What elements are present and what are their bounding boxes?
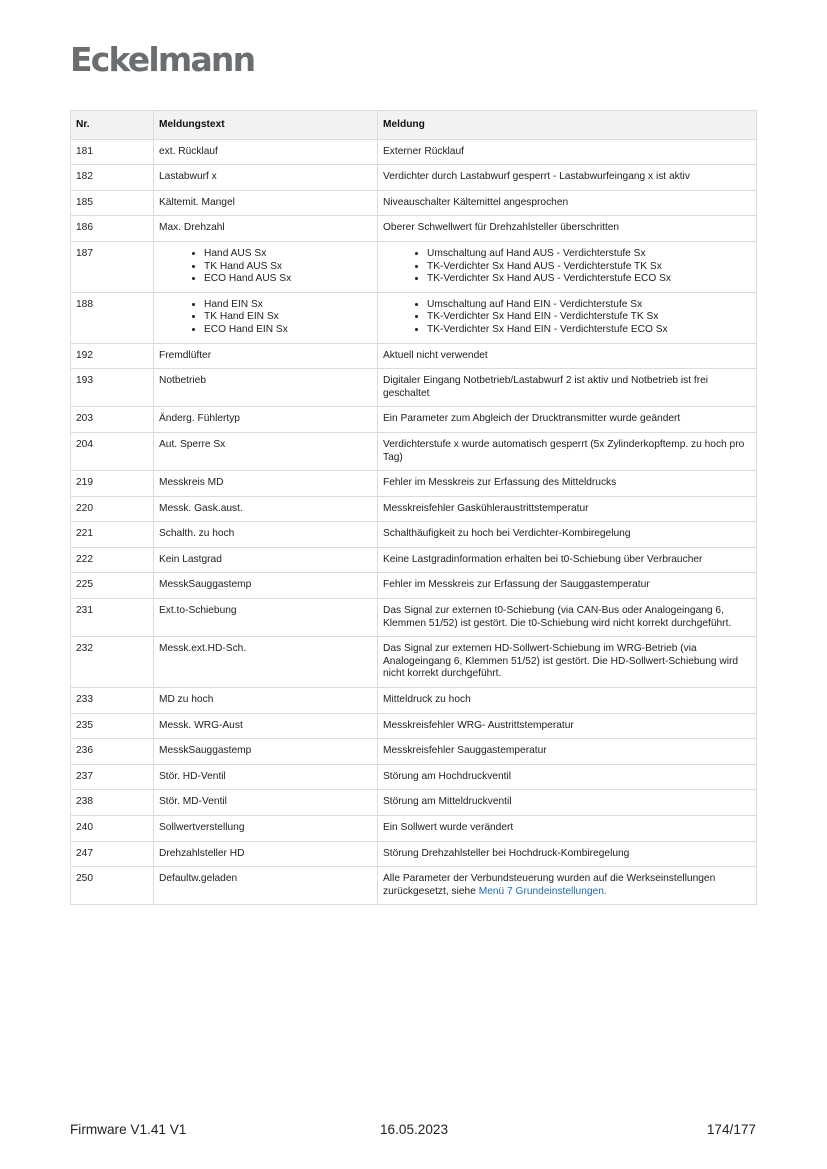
cell-meldung: Ein Sollwert wurde verändert (378, 816, 757, 842)
cell-nr: 182 (71, 165, 154, 191)
cell-meldungstext: Messk. Gask.aust. (154, 496, 378, 522)
table-row (71, 739, 757, 765)
list-item: • TK-Verdichter Sx Hand EIN - Verdichterstufe TK Sx (427, 311, 752, 324)
message-table-container (70, 110, 756, 905)
list-item: • TK-Verdichter Sx Hand AUS - Verdichterstufe TK Sx (427, 261, 752, 274)
cell-nr: 221 (71, 522, 154, 548)
list-item: • Umschaltung auf Hand AUS - Verdichterstufe Sx (427, 248, 752, 261)
table-row (71, 216, 757, 242)
table-header-row (71, 111, 757, 140)
cell-meldungstext (154, 292, 378, 343)
table-row (71, 471, 757, 497)
footer-firmware: Firmware V1.41 V1 (70, 1122, 187, 1137)
cell-meldungstext: Aut. Sperre Sx (154, 432, 378, 470)
cell-nr: 193 (71, 369, 154, 407)
message-table (70, 110, 757, 905)
cell-meldungstext: Stör. MD-Ventil (154, 790, 378, 816)
cell-meldung: Fehler im Messkreis zur Erfassung des Mitteldrucks (378, 471, 757, 497)
list-item: • Hand EIN Sx (204, 299, 373, 312)
cell-meldung: Messkreisfehler Gaskühleraustrittstemperatur (378, 496, 757, 522)
cell-meldung: Störung am Mitteldruckventil (378, 790, 757, 816)
table-row (71, 547, 757, 573)
cell-nr: 237 (71, 764, 154, 790)
cell-meldung: Messkreisfehler Sauggastemperatur (378, 739, 757, 765)
cell-meldung: Störung am Hochdruckventil (378, 764, 757, 790)
list-item: • ECO Hand AUS Sx (204, 273, 373, 286)
header-meldung: Meldung (378, 111, 757, 140)
cell-meldung: Verdichter durch Lastabwurf gesperrt - Lastabwurfeingang x ist aktiv (378, 165, 757, 191)
table-row (71, 816, 757, 842)
cell-meldungstext: Defaultw.geladen (154, 867, 378, 905)
cell-meldung: Fehler im Messkreis zur Erfassung der Sauggastemperatur (378, 573, 757, 599)
cell-meldungstext: Messkreis MD (154, 471, 378, 497)
list-item: • ECO Hand EIN Sx (204, 324, 373, 337)
table-row (71, 867, 757, 905)
cell-nr: 231 (71, 599, 154, 637)
meldungstext-list (159, 299, 373, 337)
table-row (71, 165, 757, 191)
table-row (71, 841, 757, 867)
list-item: • TK Hand EIN Sx (204, 311, 373, 324)
cell-nr: 181 (71, 139, 154, 165)
cell-meldungstext: MesskSauggastemp (154, 573, 378, 599)
meldung-list (383, 248, 752, 286)
cell-nr: 240 (71, 816, 154, 842)
table-row (71, 496, 757, 522)
cell-meldung: Ein Parameter zum Abgleich der Drucktransmitter wurde geändert (378, 407, 757, 433)
table-row (71, 343, 757, 369)
cell-nr: 188 (71, 292, 154, 343)
cell-nr: 250 (71, 867, 154, 905)
cell-meldung: Externer Rücklauf (378, 139, 757, 165)
table-row (71, 599, 757, 637)
cell-meldung (378, 867, 757, 905)
list-item: • TK Hand AUS Sx (204, 261, 373, 274)
cell-meldung (378, 292, 757, 343)
table-row (71, 522, 757, 548)
table-row (71, 713, 757, 739)
table-row (71, 369, 757, 407)
cell-meldungstext (154, 241, 378, 292)
cell-nr: 203 (71, 407, 154, 433)
cell-meldung (378, 241, 757, 292)
cell-nr: 225 (71, 573, 154, 599)
footer-date: 16.05.2023 (380, 1122, 449, 1137)
table-row (71, 764, 757, 790)
cell-nr: 186 (71, 216, 154, 242)
table-body (71, 139, 757, 905)
cell-nr: 233 (71, 688, 154, 714)
cell-meldung: Schalthäufigkeit zu hoch bei Verdichter-Kombiregelung (378, 522, 757, 548)
cell-meldung: Mitteldruck zu hoch (378, 688, 757, 714)
table-row (71, 292, 757, 343)
list-item: • Hand AUS Sx (204, 248, 373, 261)
cell-nr: 236 (71, 739, 154, 765)
cell-nr: 220 (71, 496, 154, 522)
cell-meldungstext: ext. Rücklauf (154, 139, 378, 165)
list-item: • TK-Verdichter Sx Hand AUS - Verdichterstufe ECO Sx (427, 273, 752, 286)
cell-meldung: Oberer Schwellwert für Drehzahlsteller überschritten (378, 216, 757, 242)
table-row (71, 432, 757, 470)
cell-meldungstext: Max. Drehzahl (154, 216, 378, 242)
table-row (71, 190, 757, 216)
meldungstext-list (159, 248, 373, 286)
meldung-text: Alle Parameter der Verbundsteuerung wurden auf die Werkseinstellungen zurückgesetzt, siehe (383, 873, 716, 897)
cell-nr: 187 (71, 241, 154, 292)
cell-meldungstext: Messk. WRG-Aust (154, 713, 378, 739)
cell-meldungstext: Änderg. Fühlertyp (154, 407, 378, 433)
cell-meldung: Messkreisfehler WRG- Austrittstemperatur (378, 713, 757, 739)
cell-meldungstext: Drehzahlsteller HD (154, 841, 378, 867)
cell-nr: 247 (71, 841, 154, 867)
footer-page-number: 174/177 (706, 1122, 756, 1137)
cell-meldung: Aktuell nicht verwendet (378, 343, 757, 369)
cell-meldung: Das Signal zur externen t0-Schiebung (via CAN-Bus oder Analogeingang 6, Klemmen 51/52) ist gestört. Die t0-Schiebung wird nicht korrekt durchgeführt. (378, 599, 757, 637)
cell-meldungstext: Notbetrieb (154, 369, 378, 407)
menu-7-grundeinstellungen-link[interactable]: Menü 7 Grundeinstellungen. (478, 885, 607, 897)
cell-nr: 219 (71, 471, 154, 497)
cell-meldungstext: Kein Lastgrad (154, 547, 378, 573)
header-meldungstext: Meldungstext (154, 111, 378, 140)
cell-meldungstext: Lastabwurf x (154, 165, 378, 191)
table-row (71, 790, 757, 816)
table-row (71, 637, 757, 688)
cell-meldung: Das Signal zur externen HD-Sollwert-Schiebung im WRG-Betrieb (via Analogeingang 6, Klemmen 51/52) ist gestört. Die HD-Sollwert-Schiebung wird nicht korrekt durchgeführt. (378, 637, 757, 688)
table-row (71, 573, 757, 599)
cell-meldungstext: Messk.ext.HD-Sch. (154, 637, 378, 688)
table-row (71, 407, 757, 433)
cell-nr: 192 (71, 343, 154, 369)
cell-meldungstext: Kältemit. Mangel (154, 190, 378, 216)
eckelmann-logo: Eckelmann (70, 40, 255, 79)
cell-meldungstext: Stör. HD-Ventil (154, 764, 378, 790)
cell-meldungstext: Schalth. zu hoch (154, 522, 378, 548)
table-row (71, 241, 757, 292)
cell-meldungstext: MD zu hoch (154, 688, 378, 714)
cell-nr: 235 (71, 713, 154, 739)
list-item: • TK-Verdichter Sx Hand EIN - Verdichterstufe ECO Sx (427, 324, 752, 337)
table-row (71, 139, 757, 165)
cell-meldungstext: MesskSauggastemp (154, 739, 378, 765)
cell-meldung: Verdichterstufe x wurde automatisch gesperrt (5x Zylinderkopftemp. zu hoch pro Tag) (378, 432, 757, 470)
cell-nr: 204 (71, 432, 154, 470)
cell-nr: 238 (71, 790, 154, 816)
header-nr: Nr. (71, 111, 154, 140)
cell-meldung: Niveauschalter Kältemittel angesprochen (378, 190, 757, 216)
cell-nr: 222 (71, 547, 154, 573)
cell-meldung: Störung Drehzahlsteller bei Hochdruck-Kombiregelung (378, 841, 757, 867)
cell-meldungstext: Ext.to-Schiebung (154, 599, 378, 637)
cell-nr: 185 (71, 190, 154, 216)
cell-meldungstext: Sollwertverstellung (154, 816, 378, 842)
cell-nr: 232 (71, 637, 154, 688)
meldung-list (383, 299, 752, 337)
cell-meldungstext: Fremdlüfter (154, 343, 378, 369)
table-row (71, 688, 757, 714)
cell-meldung: Digitaler Eingang Notbetrieb/Lastabwurf 2 ist aktiv und Notbetrieb ist frei geschaltet (378, 369, 757, 407)
cell-meldung: Keine Lastgradinformation erhalten bei t0-Schiebung über Verbraucher (378, 547, 757, 573)
list-item: • Umschaltung auf Hand EIN - Verdichterstufe Sx (427, 299, 752, 312)
